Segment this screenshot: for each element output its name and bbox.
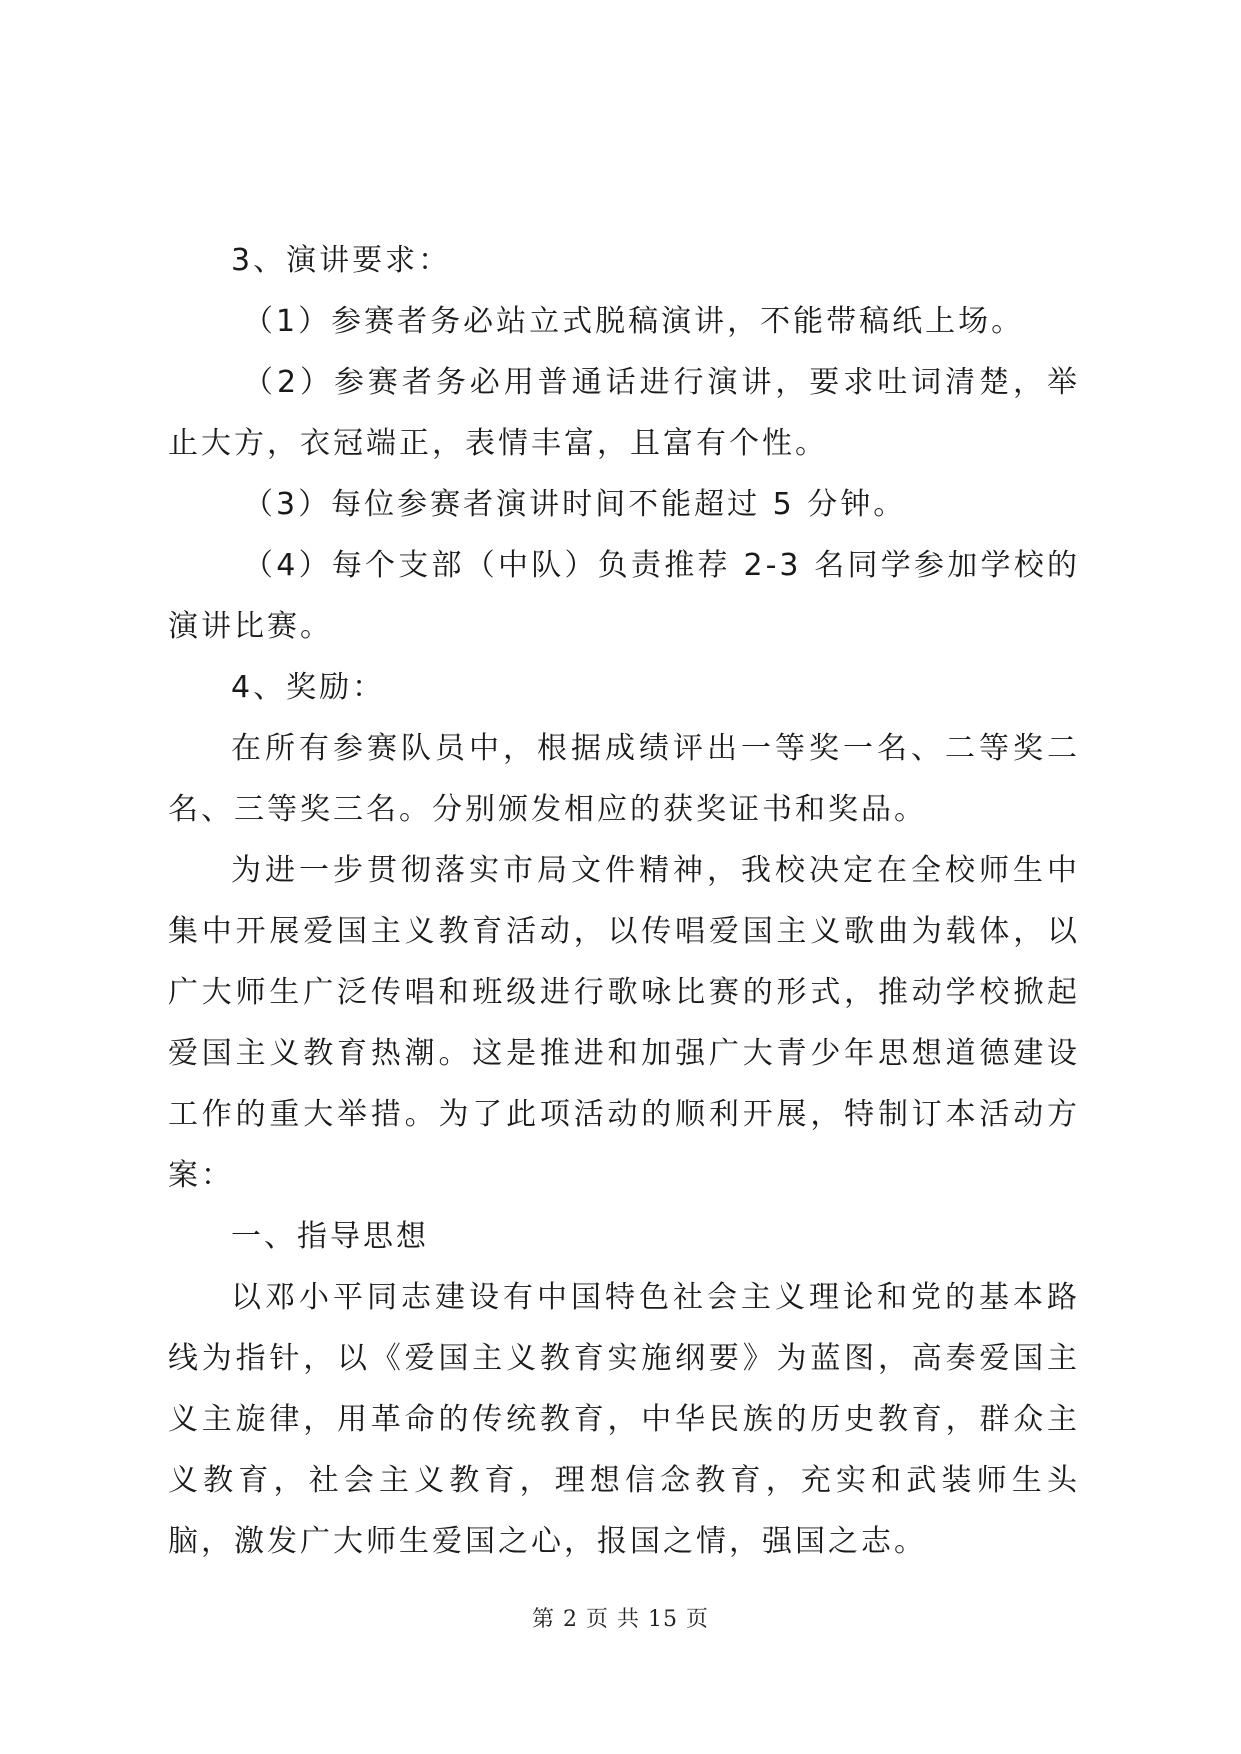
requirement-item-4: （4）每个支部（中队）负责推荐 2-3 名同学参加学校的演讲比赛。 (168, 548, 1080, 644)
guiding-ideology-paragraph: 以邓小平同志建设有中国特色社会主义理论和党的基本路线为指针，以《爱国主义教育实施纲要》为蓝图，高奏爱国主义主旋律，用革命的传统教育，中华民族的历史教育，群众主义教育，社会主义教育，理想信念教育，充实和武装师生头脑，激发广大师生爱国之心，报国之情，强国之志。 (168, 1280, 1080, 1559)
page-number-footer: 第 2 页 共 15 页 (532, 1607, 709, 1632)
requirement-item-2: （2）参赛者务必用普通话进行演讲，要求吐词清楚，举止大方，衣冠端正，表情丰富，且富有个性。 (168, 365, 1080, 461)
intro-paragraph: 为进一步贯彻落实市局文件精神，我校决定在全校师生中集中开展爱国主义教育活动，以传唱爱国主义歌曲为载体，以广大师生广泛传唱和班级进行歌咏比赛的形式，推动学校掀起爱国主义教育热潮。这是推进和加强广大青少年思想道德建设工作的重大举措。为了此项活动的顺利开展，特制订本活动方案： (168, 853, 1080, 1193)
document-body (168, 230, 1080, 1572)
section-heading-awards: 4、奖励： (231, 670, 386, 705)
requirement-item-3: （3）每位参赛者演讲时间不能超过 5 分钟。 (243, 487, 907, 522)
section-heading-speech-requirements: 3、演讲要求： (231, 243, 452, 278)
section-heading-guiding-ideology: 一、指导思想 (231, 1219, 429, 1254)
awards-paragraph: 在所有参赛队员中，根据成绩评出一等奖一名、二等奖二名、三等奖三名。分别颁发相应的获奖证书和奖品。 (168, 731, 1080, 827)
requirement-item-1: （1）参赛者务必站立式脱稿演讲，不能带稿纸上场。 (243, 304, 1025, 339)
